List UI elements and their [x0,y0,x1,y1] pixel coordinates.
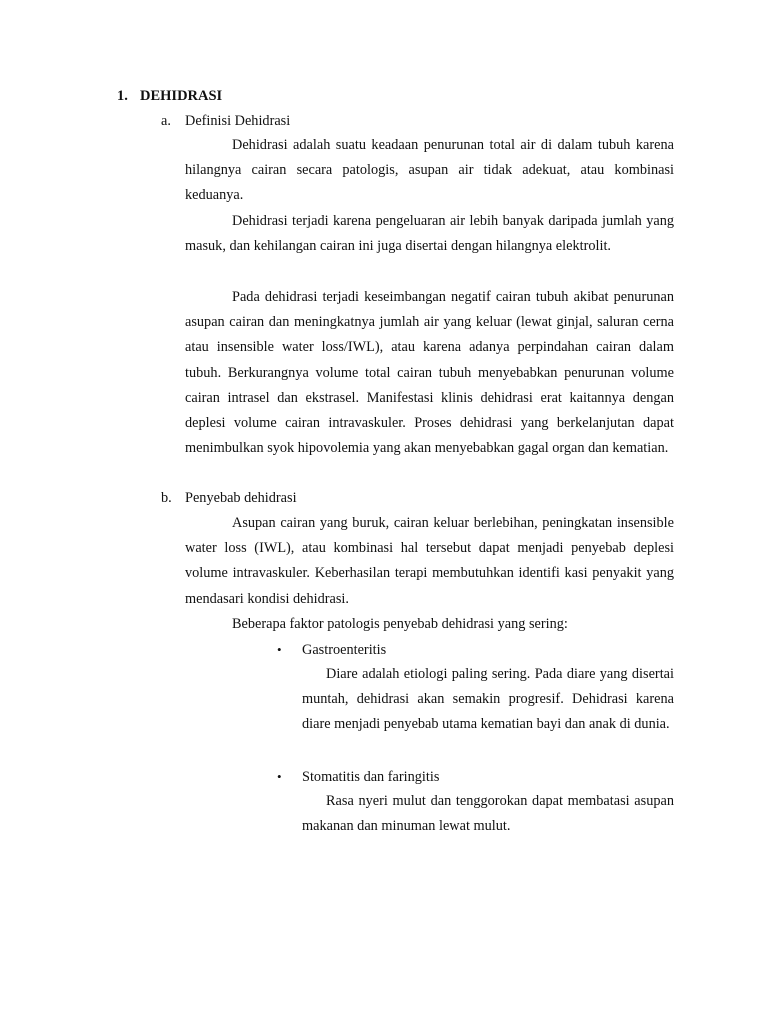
section-number: 1. [117,88,128,104]
section-title: DEHIDRASI [140,88,223,104]
subsection-letter: a. [161,113,171,129]
section-heading [117,86,222,106]
subsection-title: Penyebab dehidrasi [185,490,297,506]
subsection-heading-definisi [161,111,290,131]
paragraph-definition: Dehidrasi adalah suatu keadaan penurunan total air di dalam tubuh karena hilangnya cairan secara patologis, asupan air tidak adekuat, atau kombinasi keduanya. [185,137,674,204]
subsection-title: Definisi Dehidrasi [185,113,291,129]
bullet-item-stomatitis [277,767,439,787]
bullet-title: Gastroenteritis [302,642,387,658]
bullet-text-gastroenteritis: Diare adalah etiologi paling sering. Pada diare yang disertai muntah, dehidrasi akan semakin progresif. Dehidrasi karena diare menjadi penyebab utama kematian bayi dan anak di dunia. [302,666,674,733]
paragraph-pathophysiology: Pada dehidrasi terjadi keseimbangan negatif cairan tubuh akibat penurunan asupan cairan dan meningkatnya jumlah air yang keluar (lewat ginjal, saluran cerna atau insensible water loss/IWL), atau karena adanya perpindahan cairan dalam tubuh. Berkurangnya volume total cairan tubuh menyebabkan penurunan volume cairan intrasel dan ekstrasel. Manifestasi klinis dehidrasi erat kaitannya dengan deplesi volume cairan intravaskuler. Proses dehidrasi yang berkelanjutan dapat menimbulkan syok hipovolemia yang akan menyebabkan gagal organ dan kematian. [185,289,674,457]
paragraph-cause-summary: Dehidrasi terjadi karena pengeluaran air lebih banyak daripada jumlah yang masuk, dan kehilangan cairan ini juga disertai dengan hilangnya elektrolit. [185,213,674,255]
bullet-symbol: • [277,769,282,784]
subsection-heading-penyebab [161,488,297,508]
bullet-title: Stomatitis dan faringitis [302,769,440,785]
bullet-text-stomatitis: Rasa nyeri mulut dan tenggorokan dapat membatasi asupan makanan dan minuman lewat mulut. [302,793,674,835]
subsection-letter: b. [161,490,172,506]
bullet-symbol: • [277,642,282,657]
bullet-item-gastroenteritis [277,640,386,660]
paragraph-causes: Asupan cairan yang buruk, cairan keluar berlebihan, peningkatan insensible water loss (IWL), atau kombinasi hal tersebut dapat menjadi penyebab deplesi volume intravaskuler. Keberhasilan terapi membutuhkan identifi kasi penyakit yang mendasari kondisi dehidrasi. [185,515,674,607]
paragraph-factors-intro: Beberapa faktor patologis penyebab dehidrasi yang sering: [232,616,568,632]
